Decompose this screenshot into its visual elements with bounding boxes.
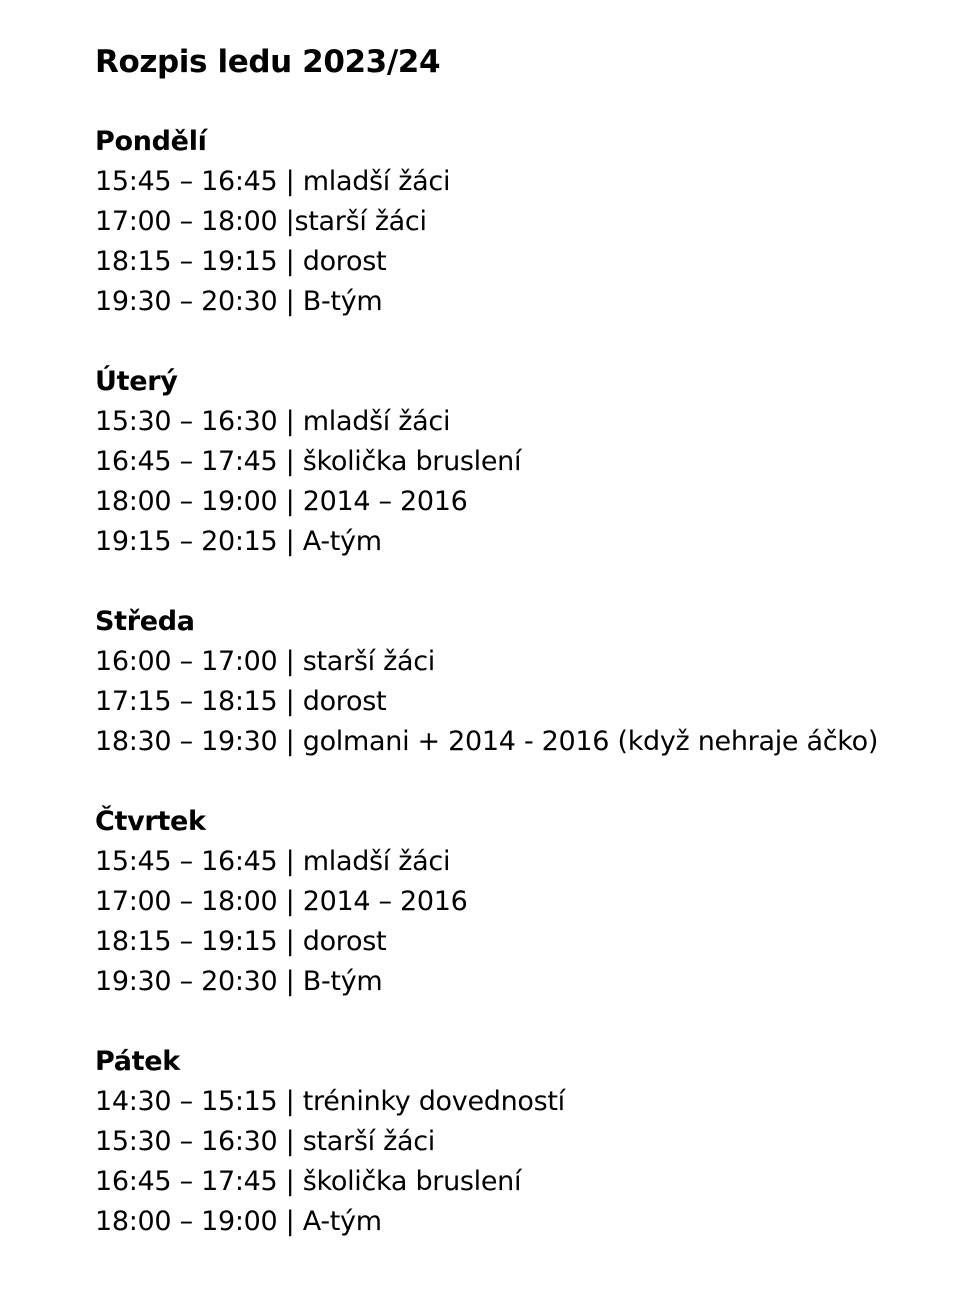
day-section-thursday	[95, 802, 935, 1002]
day-section-monday	[95, 122, 935, 322]
day-heading: Úterý	[95, 366, 178, 397]
schedule-entry: 15:30 – 16:30 | mladší žáci	[95, 406, 451, 437]
schedule-entry: 15:45 – 16:45 | mladší žáci	[95, 166, 451, 197]
page-title: Rozpis ledu 2023/24	[95, 44, 441, 80]
schedule-entry: 16:00 – 17:00 | starší žáci	[95, 646, 435, 677]
ice-schedule-document	[95, 40, 935, 1282]
schedule-entry: 18:00 – 19:00 | 2014 – 2016	[95, 486, 468, 517]
schedule-entry: 17:00 – 18:00 |starší žáci	[95, 206, 427, 237]
schedule-entry: 17:00 – 18:00 | 2014 – 2016	[95, 886, 468, 917]
schedule-entry: 18:00 – 19:00 | A-tým	[95, 1206, 382, 1237]
schedule-entry: 19:30 – 20:30 | B-tým	[95, 966, 383, 997]
schedule-entry: 15:45 – 16:45 | mladší žáci	[95, 846, 451, 877]
schedule-entry: 16:45 – 17:45 | školička bruslení	[95, 1166, 522, 1197]
schedule-entry: 18:30 – 19:30 | golmani + 2014 - 2016 (když nehraje áčko)	[95, 726, 879, 757]
day-heading: Čtvrtek	[95, 806, 206, 837]
schedule-entry: 19:15 – 20:15 | A-tým	[95, 526, 382, 557]
schedule-entry: 14:30 – 15:15 | tréninky dovedností	[95, 1086, 565, 1117]
schedule-entry: 15:30 – 16:30 | starší žáci	[95, 1126, 435, 1157]
schedule-entry: 19:30 – 20:30 | B-tým	[95, 286, 383, 317]
day-section-tuesday	[95, 362, 935, 562]
schedule-entry: 18:15 – 19:15 | dorost	[95, 246, 387, 277]
day-heading: Pondělí	[95, 126, 207, 157]
schedule-entry: 16:45 – 17:45 | školička bruslení	[95, 446, 522, 477]
day-heading: Středa	[95, 606, 195, 637]
day-heading: Pátek	[95, 1046, 180, 1077]
day-section-wednesday	[95, 602, 935, 762]
schedule-entry: 18:15 – 19:15 | dorost	[95, 926, 387, 957]
schedule-entry: 17:15 – 18:15 | dorost	[95, 686, 387, 717]
day-section-friday	[95, 1042, 935, 1242]
